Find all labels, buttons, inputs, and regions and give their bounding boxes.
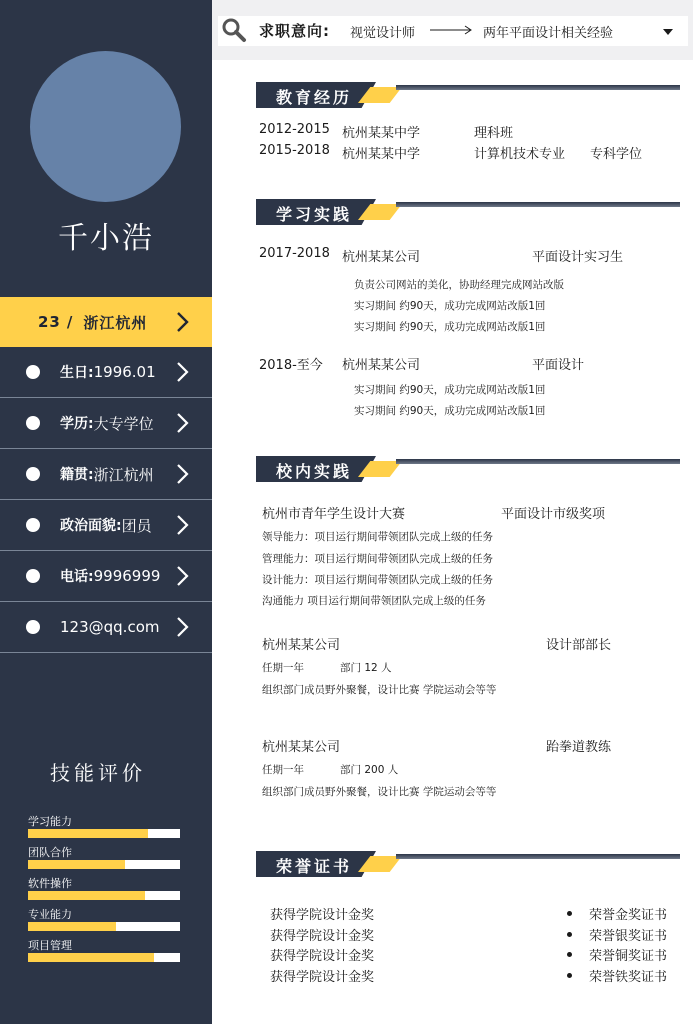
skill-fill	[28, 891, 145, 900]
contest-ability: 领导能力：项目运行期间带领团队完成上级的任务	[262, 531, 493, 543]
bullet-icon	[26, 518, 40, 532]
bullet-icon	[26, 416, 40, 430]
certificate-item: 荣誉铜奖证书	[589, 949, 668, 964]
section-title: 荣誉证书	[276, 857, 353, 876]
bullet-icon	[26, 569, 40, 583]
practice-years: 2018-至今	[259, 358, 323, 373]
chevron-right-icon	[170, 513, 194, 537]
sidebar-item-email[interactable]	[0, 602, 212, 653]
candidate-name: 千小浩	[58, 221, 154, 256]
education-years: 2015-2018	[259, 143, 330, 158]
practice-years: 2017-2018	[259, 246, 330, 261]
chevron-right-icon	[170, 360, 194, 384]
contest-name: 杭州市青年学生设计大赛	[262, 507, 406, 522]
age-separator: /	[66, 313, 74, 331]
honor-item: 获得学院设计金奖	[270, 970, 375, 985]
skill-bar	[28, 891, 180, 900]
bullet-icon	[26, 365, 40, 379]
section-header-education	[256, 82, 680, 108]
section-header-campus	[256, 456, 680, 482]
certificate-item: 荣誉银奖证书	[589, 929, 668, 944]
sidebar-item-age-location[interactable]	[0, 297, 212, 347]
practice-company: 杭州某某公司	[342, 358, 421, 373]
contest-ability: 管理能力：项目运行期间带领团队完成上级的任务	[262, 553, 493, 565]
section-header-study-practice	[256, 199, 680, 225]
bullet-icon	[567, 952, 572, 957]
practice-detail: 实习期间 约90天，成功完成网站改版1回	[354, 405, 546, 417]
skill-bar	[28, 953, 180, 962]
birthday-value: 1996.01	[93, 363, 156, 381]
org-term: 任期一年	[262, 662, 304, 674]
education-school: 杭州某某中学	[342, 126, 421, 141]
practice-role: 平面设计	[532, 358, 585, 373]
skill-bar	[28, 922, 180, 931]
job-intent-label: 求职意向:	[259, 22, 330, 40]
skill-bar	[28, 829, 180, 838]
chevron-right-icon	[170, 615, 194, 639]
org-role: 设计部部长	[546, 638, 612, 653]
org-role: 跆拳道教练	[546, 740, 612, 755]
practice-company: 杭州某某公司	[342, 250, 421, 265]
chevron-right-icon	[170, 310, 194, 334]
org-desc: 组织部门成员野外聚餐，设计比赛 学院运动会等等	[262, 786, 497, 798]
practice-role: 平面设计实习生	[532, 250, 624, 265]
skill-label: 项目管理	[28, 939, 72, 952]
sidebar-item-political-status[interactable]	[0, 500, 212, 551]
chevron-right-icon	[170, 462, 194, 486]
honor-item: 获得学院设计金奖	[270, 949, 375, 964]
education-label: 学历:	[60, 416, 94, 432]
age-value: 23	[38, 313, 61, 331]
education-school: 杭州某某中学	[342, 147, 421, 162]
org-dept: 部门 12 人	[340, 662, 392, 674]
dropdown-caret-icon[interactable]	[663, 29, 673, 35]
section-title: 校内实践	[276, 462, 353, 481]
skill-fill	[28, 953, 154, 962]
skills-title: 技能评价	[50, 761, 146, 785]
sidebar-item-hometown[interactable]	[0, 449, 212, 500]
job-intent-position: 视觉设计师	[350, 26, 416, 41]
contest-ability: 设计能力：项目运行期间带领团队完成上级的任务	[262, 574, 493, 586]
practice-detail: 负责公司网站的美化，协助经理完成网站改版	[354, 279, 564, 291]
certificate-item: 荣誉铁奖证书	[589, 970, 668, 985]
practice-detail: 实习期间 约90天，成功完成网站改版1回	[354, 384, 546, 396]
job-intent-experience: 两年平面设计相关经验	[483, 26, 614, 41]
skill-bar	[28, 860, 180, 869]
bullet-icon	[567, 973, 572, 978]
search-icon[interactable]	[221, 17, 247, 43]
certificate-item: 荣誉金奖证书	[589, 908, 668, 923]
political-status-value: 团员	[121, 516, 152, 535]
org-dept: 部门 200 人	[340, 764, 399, 776]
bullet-icon	[567, 932, 572, 937]
section-title: 教育经历	[276, 88, 353, 107]
sidebar-item-education[interactable]	[0, 398, 212, 449]
sidebar-item-birthday[interactable]	[0, 347, 212, 398]
skill-label: 学习能力	[28, 815, 72, 828]
skill-fill	[28, 829, 148, 838]
arrow-right-icon	[430, 24, 474, 36]
avatar	[30, 51, 181, 202]
skill-fill	[28, 860, 125, 869]
contest-ability: 沟通能力 项目运行期间带领团队完成上级的任务	[262, 595, 486, 607]
bullet-icon	[26, 467, 40, 481]
honor-item: 获得学院设计金奖	[270, 908, 375, 923]
skill-fill	[28, 922, 116, 931]
education-major: 理科班	[474, 126, 514, 141]
email-value: 123@qq.com	[60, 618, 160, 636]
org-name: 杭州某某公司	[262, 638, 341, 653]
section-header-honors	[256, 851, 680, 877]
bullet-icon	[567, 911, 572, 916]
org-name: 杭州某某公司	[262, 740, 341, 755]
education-degree: 专科学位	[590, 147, 643, 162]
skill-label: 软件操作	[28, 877, 72, 890]
phone-value: 9996999	[93, 567, 161, 585]
org-term: 任期一年	[262, 764, 304, 776]
bullet-icon	[26, 620, 40, 634]
chevron-right-icon	[170, 564, 194, 588]
political-status-label: 政治面貌:	[60, 518, 122, 534]
education-major: 计算机技术专业	[474, 147, 566, 162]
hometown-label: 籍贯:	[60, 467, 94, 483]
skill-label: 团队合作	[28, 846, 72, 859]
sidebar-item-phone[interactable]	[0, 551, 212, 602]
location-value: 浙江杭州	[83, 313, 148, 332]
chevron-right-icon	[170, 411, 194, 435]
section-title: 学习实践	[276, 205, 353, 224]
honor-item: 获得学院设计金奖	[270, 929, 375, 944]
phone-label: 电话:	[60, 569, 94, 585]
skill-label: 专业能力	[28, 908, 72, 921]
education-value: 大专学位	[93, 414, 154, 433]
contest-award: 平面设计市级奖项	[501, 507, 606, 522]
birthday-label: 生日:	[60, 365, 94, 381]
practice-detail: 实习期间 约90天，成功完成网站改版1回	[354, 300, 546, 312]
org-desc: 组织部门成员野外聚餐，设计比赛 学院运动会等等	[262, 684, 497, 696]
education-years: 2012-2015	[259, 122, 330, 137]
practice-detail: 实习期间 约90天，成功完成网站改版1回	[354, 321, 546, 333]
hometown-value: 浙江杭州	[93, 465, 154, 484]
